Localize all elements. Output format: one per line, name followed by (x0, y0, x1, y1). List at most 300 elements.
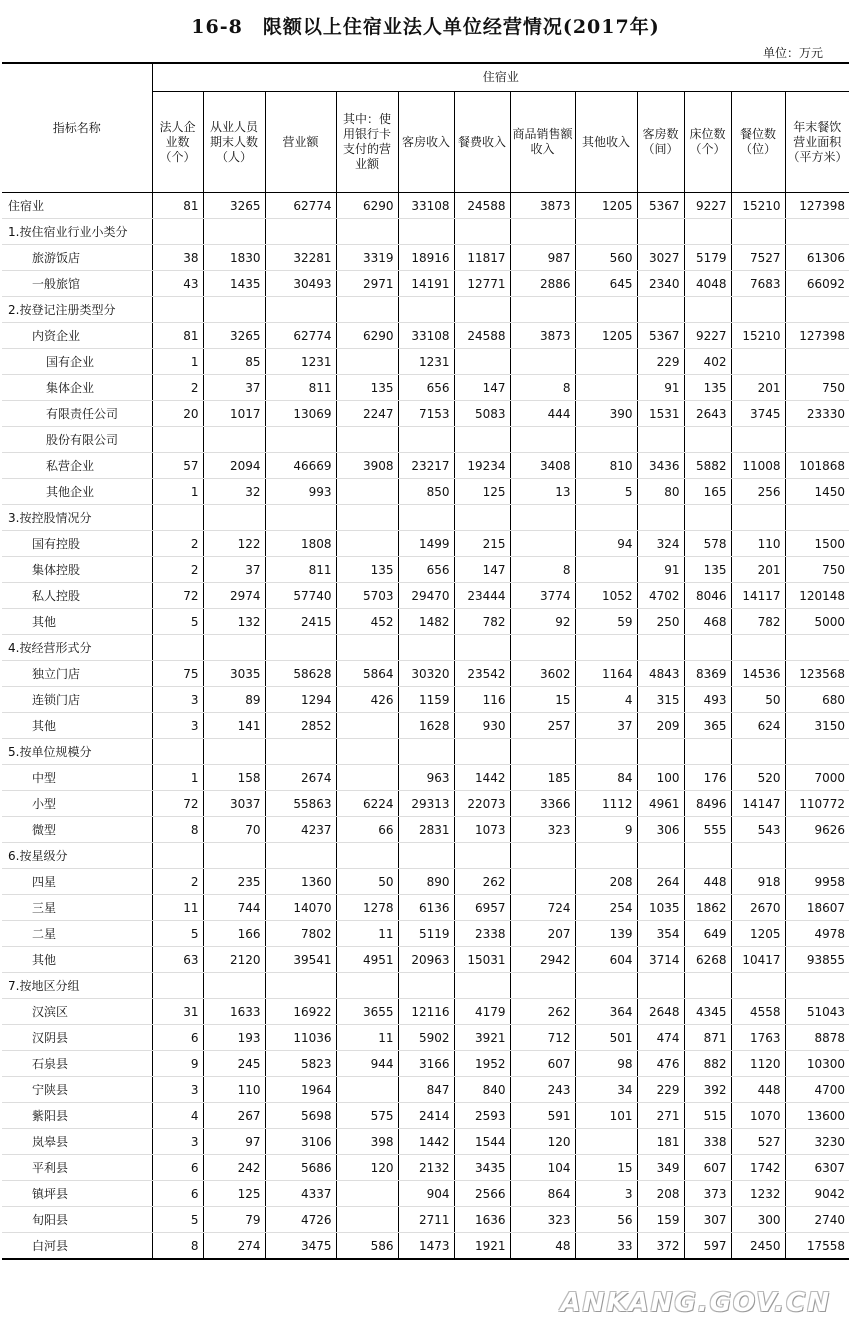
table-cell: 871 (684, 1025, 731, 1051)
table-cell: 6307 (785, 1155, 849, 1181)
table-cell: 3035 (203, 661, 265, 687)
table-cell: 2974 (203, 583, 265, 609)
table-cell: 4702 (637, 583, 684, 609)
table-cell (510, 349, 575, 375)
table-cell (510, 297, 575, 323)
table-cell (203, 843, 265, 869)
table-cell: 101868 (785, 453, 849, 479)
table-cell: 2971 (336, 271, 398, 297)
table-cell: 468 (684, 609, 731, 635)
table-cell: 159 (637, 1207, 684, 1233)
table-cell: 267 (203, 1103, 265, 1129)
table-cell: 1232 (731, 1181, 785, 1207)
table-cell (265, 219, 336, 245)
table-cell: 1112 (575, 791, 637, 817)
table-cell: 476 (637, 1051, 684, 1077)
table-cell: 97 (203, 1129, 265, 1155)
table-cell: 811 (265, 557, 336, 583)
table-cell: 193 (203, 1025, 265, 1051)
table-cell: 5367 (637, 193, 684, 219)
table-cell: 127398 (785, 193, 849, 219)
table-cell: 1294 (265, 687, 336, 713)
table-cell (152, 843, 203, 869)
column-header: 从业人员期末人数（人） (203, 92, 265, 193)
table-cell: 2886 (510, 271, 575, 297)
table-cell: 349 (637, 1155, 684, 1181)
table-row (2, 1207, 849, 1233)
table-cell: 2593 (454, 1103, 510, 1129)
table-cell: 147 (454, 375, 510, 401)
table-cell: 84 (575, 765, 637, 791)
table-cell: 2942 (510, 947, 575, 973)
row-label: 内资企业 (2, 323, 152, 349)
table-cell: 50 (336, 869, 398, 895)
table-cell: 555 (684, 817, 731, 843)
table-row (2, 973, 849, 999)
table-cell: 1205 (731, 921, 785, 947)
table-cell (336, 1077, 398, 1103)
table-cell (731, 219, 785, 245)
table-row (2, 193, 849, 219)
table-cell (575, 349, 637, 375)
table-cell (398, 219, 454, 245)
table-cell: 2674 (265, 765, 336, 791)
table-cell (203, 427, 265, 453)
table-cell (336, 1207, 398, 1233)
table-cell: 578 (684, 531, 731, 557)
table-row (2, 583, 849, 609)
table-cell (398, 297, 454, 323)
table-cell: 364 (575, 999, 637, 1025)
table-row (2, 687, 849, 713)
table-cell: 1231 (265, 349, 336, 375)
table-cell: 31 (152, 999, 203, 1025)
table-cell (265, 739, 336, 765)
table-cell (575, 739, 637, 765)
table-cell: 4048 (684, 271, 731, 297)
table-cell (637, 427, 684, 453)
column-header: 床位数（个） (684, 92, 731, 193)
table-cell (510, 869, 575, 895)
table-cell: 3873 (510, 323, 575, 349)
table-cell (684, 635, 731, 661)
row-label: 其他 (2, 947, 152, 973)
table-cell: 2711 (398, 1207, 454, 1233)
table-cell: 963 (398, 765, 454, 791)
table-cell: 120148 (785, 583, 849, 609)
table-cell (510, 427, 575, 453)
table-cell: 365 (684, 713, 731, 739)
table-cell: 993 (265, 479, 336, 505)
table-cell (785, 843, 849, 869)
table-cell (684, 427, 731, 453)
table-cell: 2094 (203, 453, 265, 479)
table-cell (336, 765, 398, 791)
table-cell: 6 (152, 1155, 203, 1181)
table-row (2, 297, 849, 323)
table-cell (684, 219, 731, 245)
table-cell: 864 (510, 1181, 575, 1207)
table-cell: 724 (510, 895, 575, 921)
table-cell: 5119 (398, 921, 454, 947)
table-cell (152, 219, 203, 245)
table-cell: 91 (637, 375, 684, 401)
page-title: 16-8 限额以上住宿业法人单位经营情况(2017年) (191, 16, 660, 38)
table-cell: 243 (510, 1077, 575, 1103)
table-row (2, 947, 849, 973)
table-cell: 93855 (785, 947, 849, 973)
table-cell: 135 (684, 557, 731, 583)
data-table (2, 62, 849, 1260)
table-cell: 22073 (454, 791, 510, 817)
table-cell: 6290 (336, 193, 398, 219)
row-label: 6.按星级分 (2, 843, 152, 869)
table-cell: 3 (152, 687, 203, 713)
table-cell (398, 973, 454, 999)
row-label: 旬阳县 (2, 1207, 152, 1233)
table-cell: 11 (152, 895, 203, 921)
table-cell (336, 1181, 398, 1207)
table-cell: 250 (637, 609, 684, 635)
table-cell (398, 427, 454, 453)
table-cell: 8878 (785, 1025, 849, 1051)
table-row (2, 271, 849, 297)
table-cell: 257 (510, 713, 575, 739)
table-cell: 256 (731, 479, 785, 505)
table-cell (152, 635, 203, 661)
table-cell: 3475 (265, 1233, 336, 1260)
table-cell: 1070 (731, 1103, 785, 1129)
table-cell: 4951 (336, 947, 398, 973)
table-cell: 132 (203, 609, 265, 635)
table-cell: 10300 (785, 1051, 849, 1077)
table-cell: 72 (152, 583, 203, 609)
table-cell: 14536 (731, 661, 785, 687)
row-label: 四星 (2, 869, 152, 895)
table-cell: 1473 (398, 1233, 454, 1260)
table-cell: 3745 (731, 401, 785, 427)
table-cell (336, 713, 398, 739)
table-cell: 207 (510, 921, 575, 947)
table-cell: 15 (510, 687, 575, 713)
table-cell (265, 505, 336, 531)
table-cell: 1231 (398, 349, 454, 375)
table-row (2, 635, 849, 661)
row-label: 股份有限公司 (2, 427, 152, 453)
table-cell: 7153 (398, 401, 454, 427)
column-header: 餐费收入 (454, 92, 510, 193)
table-cell (398, 635, 454, 661)
table-row (2, 869, 849, 895)
table-cell (575, 297, 637, 323)
table-cell: 515 (684, 1103, 731, 1129)
table-cell: 254 (575, 895, 637, 921)
table-cell: 1499 (398, 531, 454, 557)
table-cell: 2 (152, 375, 203, 401)
table-cell: 2831 (398, 817, 454, 843)
table-cell: 560 (575, 245, 637, 271)
table-row (2, 843, 849, 869)
table-row (2, 1181, 849, 1207)
row-label: 三星 (2, 895, 152, 921)
table-cell: 1 (152, 349, 203, 375)
table-cell: 306 (637, 817, 684, 843)
table-cell: 656 (398, 375, 454, 401)
column-header: 其中：使用银行卡支付的营业额 (336, 92, 398, 193)
table-cell: 29313 (398, 791, 454, 817)
table-cell: 890 (398, 869, 454, 895)
table-cell: 850 (398, 479, 454, 505)
row-label: 4.按经营形式分 (2, 635, 152, 661)
table-cell: 1 (152, 479, 203, 505)
table-cell: 5823 (265, 1051, 336, 1077)
table-cell: 2740 (785, 1207, 849, 1233)
column-header: 商品销售额收入 (510, 92, 575, 193)
table-cell: 904 (398, 1181, 454, 1207)
table-cell (203, 505, 265, 531)
table-cell: 2566 (454, 1181, 510, 1207)
table-cell (785, 973, 849, 999)
table-cell (454, 297, 510, 323)
row-label: 住宿业 (2, 193, 152, 219)
row-label: 其他 (2, 609, 152, 635)
table-cell: 3027 (637, 245, 684, 271)
table-cell: 9 (152, 1051, 203, 1077)
table-cell: 444 (510, 401, 575, 427)
table-row (2, 1025, 849, 1051)
table-cell: 656 (398, 557, 454, 583)
table-cell (684, 739, 731, 765)
table-cell: 1278 (336, 895, 398, 921)
table-cell: 1808 (265, 531, 336, 557)
table-cell: 1633 (203, 999, 265, 1025)
table-cell: 100 (637, 765, 684, 791)
row-label: 2.按登记注册类型分 (2, 297, 152, 323)
table-cell: 2340 (637, 271, 684, 297)
table-cell: 1442 (454, 765, 510, 791)
table-cell (785, 297, 849, 323)
row-label: 微型 (2, 817, 152, 843)
table-cell (454, 219, 510, 245)
table-cell: 1 (152, 765, 203, 791)
row-label: 私营企业 (2, 453, 152, 479)
table-cell (575, 219, 637, 245)
table-cell: 13 (510, 479, 575, 505)
table-cell (336, 843, 398, 869)
row-label: 镇坪县 (2, 1181, 152, 1207)
table-cell (336, 427, 398, 453)
table-cell (203, 219, 265, 245)
table-cell: 141 (203, 713, 265, 739)
table-cell: 426 (336, 687, 398, 713)
table-cell (265, 297, 336, 323)
table-cell: 4337 (265, 1181, 336, 1207)
table-cell: 23444 (454, 583, 510, 609)
table-cell (203, 635, 265, 661)
table-cell: 33108 (398, 193, 454, 219)
table-cell: 4345 (684, 999, 731, 1025)
table-cell: 59 (575, 609, 637, 635)
table-cell: 3166 (398, 1051, 454, 1077)
table-cell: 147 (454, 557, 510, 583)
table-cell: 15210 (731, 193, 785, 219)
table-cell: 3037 (203, 791, 265, 817)
row-label: 二星 (2, 921, 152, 947)
table-cell: 6 (152, 1025, 203, 1051)
table-cell: 125 (454, 479, 510, 505)
table-cell: 9042 (785, 1181, 849, 1207)
table-cell: 5882 (684, 453, 731, 479)
table-cell: 390 (575, 401, 637, 427)
table-cell: 15210 (731, 323, 785, 349)
table-cell: 1035 (637, 895, 684, 921)
table-cell: 23542 (454, 661, 510, 687)
table-cell: 46669 (265, 453, 336, 479)
table-cell (684, 973, 731, 999)
table-cell: 181 (637, 1129, 684, 1155)
table-cell: 1636 (454, 1207, 510, 1233)
table-row (2, 1129, 849, 1155)
table-cell: 274 (203, 1233, 265, 1260)
row-label: 中型 (2, 765, 152, 791)
table-row (2, 1077, 849, 1103)
table-cell: 30320 (398, 661, 454, 687)
table-row (2, 557, 849, 583)
table-cell: 6957 (454, 895, 510, 921)
table-cell: 7000 (785, 765, 849, 791)
table-cell: 7527 (731, 245, 785, 271)
column-header: 客房收入 (398, 92, 454, 193)
table-cell: 32281 (265, 245, 336, 271)
table-cell: 262 (510, 999, 575, 1025)
table-row (2, 739, 849, 765)
table-cell: 24588 (454, 323, 510, 349)
table-cell: 57 (152, 453, 203, 479)
table-cell: 782 (454, 609, 510, 635)
table-cell: 18607 (785, 895, 849, 921)
table-cell: 645 (575, 271, 637, 297)
table-cell: 6268 (684, 947, 731, 973)
table-row (2, 453, 849, 479)
table-cell: 139 (575, 921, 637, 947)
table-cell: 66 (336, 817, 398, 843)
table-cell: 1500 (785, 531, 849, 557)
table-row (2, 1233, 849, 1260)
table-cell: 55863 (265, 791, 336, 817)
table-cell: 17558 (785, 1233, 849, 1260)
table-cell: 4978 (785, 921, 849, 947)
row-label: 白河县 (2, 1233, 152, 1260)
table-cell: 14070 (265, 895, 336, 921)
table-row (2, 375, 849, 401)
table-cell: 29470 (398, 583, 454, 609)
table-cell: 165 (684, 479, 731, 505)
table-cell: 245 (203, 1051, 265, 1077)
table-cell: 527 (731, 1129, 785, 1155)
table-cell: 185 (510, 765, 575, 791)
table-cell: 208 (575, 869, 637, 895)
table-cell: 1442 (398, 1129, 454, 1155)
row-label: 其他 (2, 713, 152, 739)
table-cell: 501 (575, 1025, 637, 1051)
row-label: 宁陕县 (2, 1077, 152, 1103)
table-cell: 23217 (398, 453, 454, 479)
table-cell: 543 (731, 817, 785, 843)
table-cell: 11036 (265, 1025, 336, 1051)
table-cell: 5083 (454, 401, 510, 427)
table-cell: 307 (684, 1207, 731, 1233)
table-cell: 91 (637, 557, 684, 583)
table-cell: 3 (152, 1129, 203, 1155)
table-cell: 323 (510, 1207, 575, 1233)
table-cell: 448 (684, 869, 731, 895)
row-label: 私人控股 (2, 583, 152, 609)
table-cell (785, 635, 849, 661)
table-cell (731, 349, 785, 375)
table-cell: 4 (575, 687, 637, 713)
table-cell: 14147 (731, 791, 785, 817)
table-cell: 43 (152, 271, 203, 297)
table-cell: 882 (684, 1051, 731, 1077)
table-cell (152, 505, 203, 531)
table-cell (637, 297, 684, 323)
table-cell: 448 (731, 1077, 785, 1103)
table-cell: 9958 (785, 869, 849, 895)
table-cell: 3921 (454, 1025, 510, 1051)
table-cell: 7683 (731, 271, 785, 297)
table-cell: 110 (203, 1077, 265, 1103)
table-cell: 3230 (785, 1129, 849, 1155)
table-cell: 604 (575, 947, 637, 973)
table-cell: 2247 (336, 401, 398, 427)
table-cell: 201 (731, 557, 785, 583)
table-cell: 50 (731, 687, 785, 713)
table-cell: 1360 (265, 869, 336, 895)
row-label: 独立门店 (2, 661, 152, 687)
table-cell (575, 973, 637, 999)
table-cell (575, 505, 637, 531)
table-cell (637, 505, 684, 531)
table-cell: 597 (684, 1233, 731, 1260)
table-cell: 62774 (265, 193, 336, 219)
table-cell: 987 (510, 245, 575, 271)
table-row (2, 427, 849, 453)
table-cell: 354 (637, 921, 684, 947)
table-cell: 81 (152, 323, 203, 349)
table-cell: 85 (203, 349, 265, 375)
table-cell: 5000 (785, 609, 849, 635)
table-cell: 607 (510, 1051, 575, 1077)
table-cell: 14191 (398, 271, 454, 297)
table-cell (785, 349, 849, 375)
table-cell: 94 (575, 531, 637, 557)
table-row (2, 895, 849, 921)
table-cell: 208 (637, 1181, 684, 1207)
table-cell: 18916 (398, 245, 454, 271)
table-cell: 3873 (510, 193, 575, 219)
table-cell: 81 (152, 193, 203, 219)
table-cell: 2 (152, 869, 203, 895)
table-cell (454, 349, 510, 375)
table-cell (152, 973, 203, 999)
table-cell: 120 (336, 1155, 398, 1181)
table-cell (336, 479, 398, 505)
row-label: 5.按单位规模分 (2, 739, 152, 765)
table-cell: 7802 (265, 921, 336, 947)
row-label: 有限责任公司 (2, 401, 152, 427)
row-label: 旅游饭店 (2, 245, 152, 271)
table-cell: 324 (637, 531, 684, 557)
